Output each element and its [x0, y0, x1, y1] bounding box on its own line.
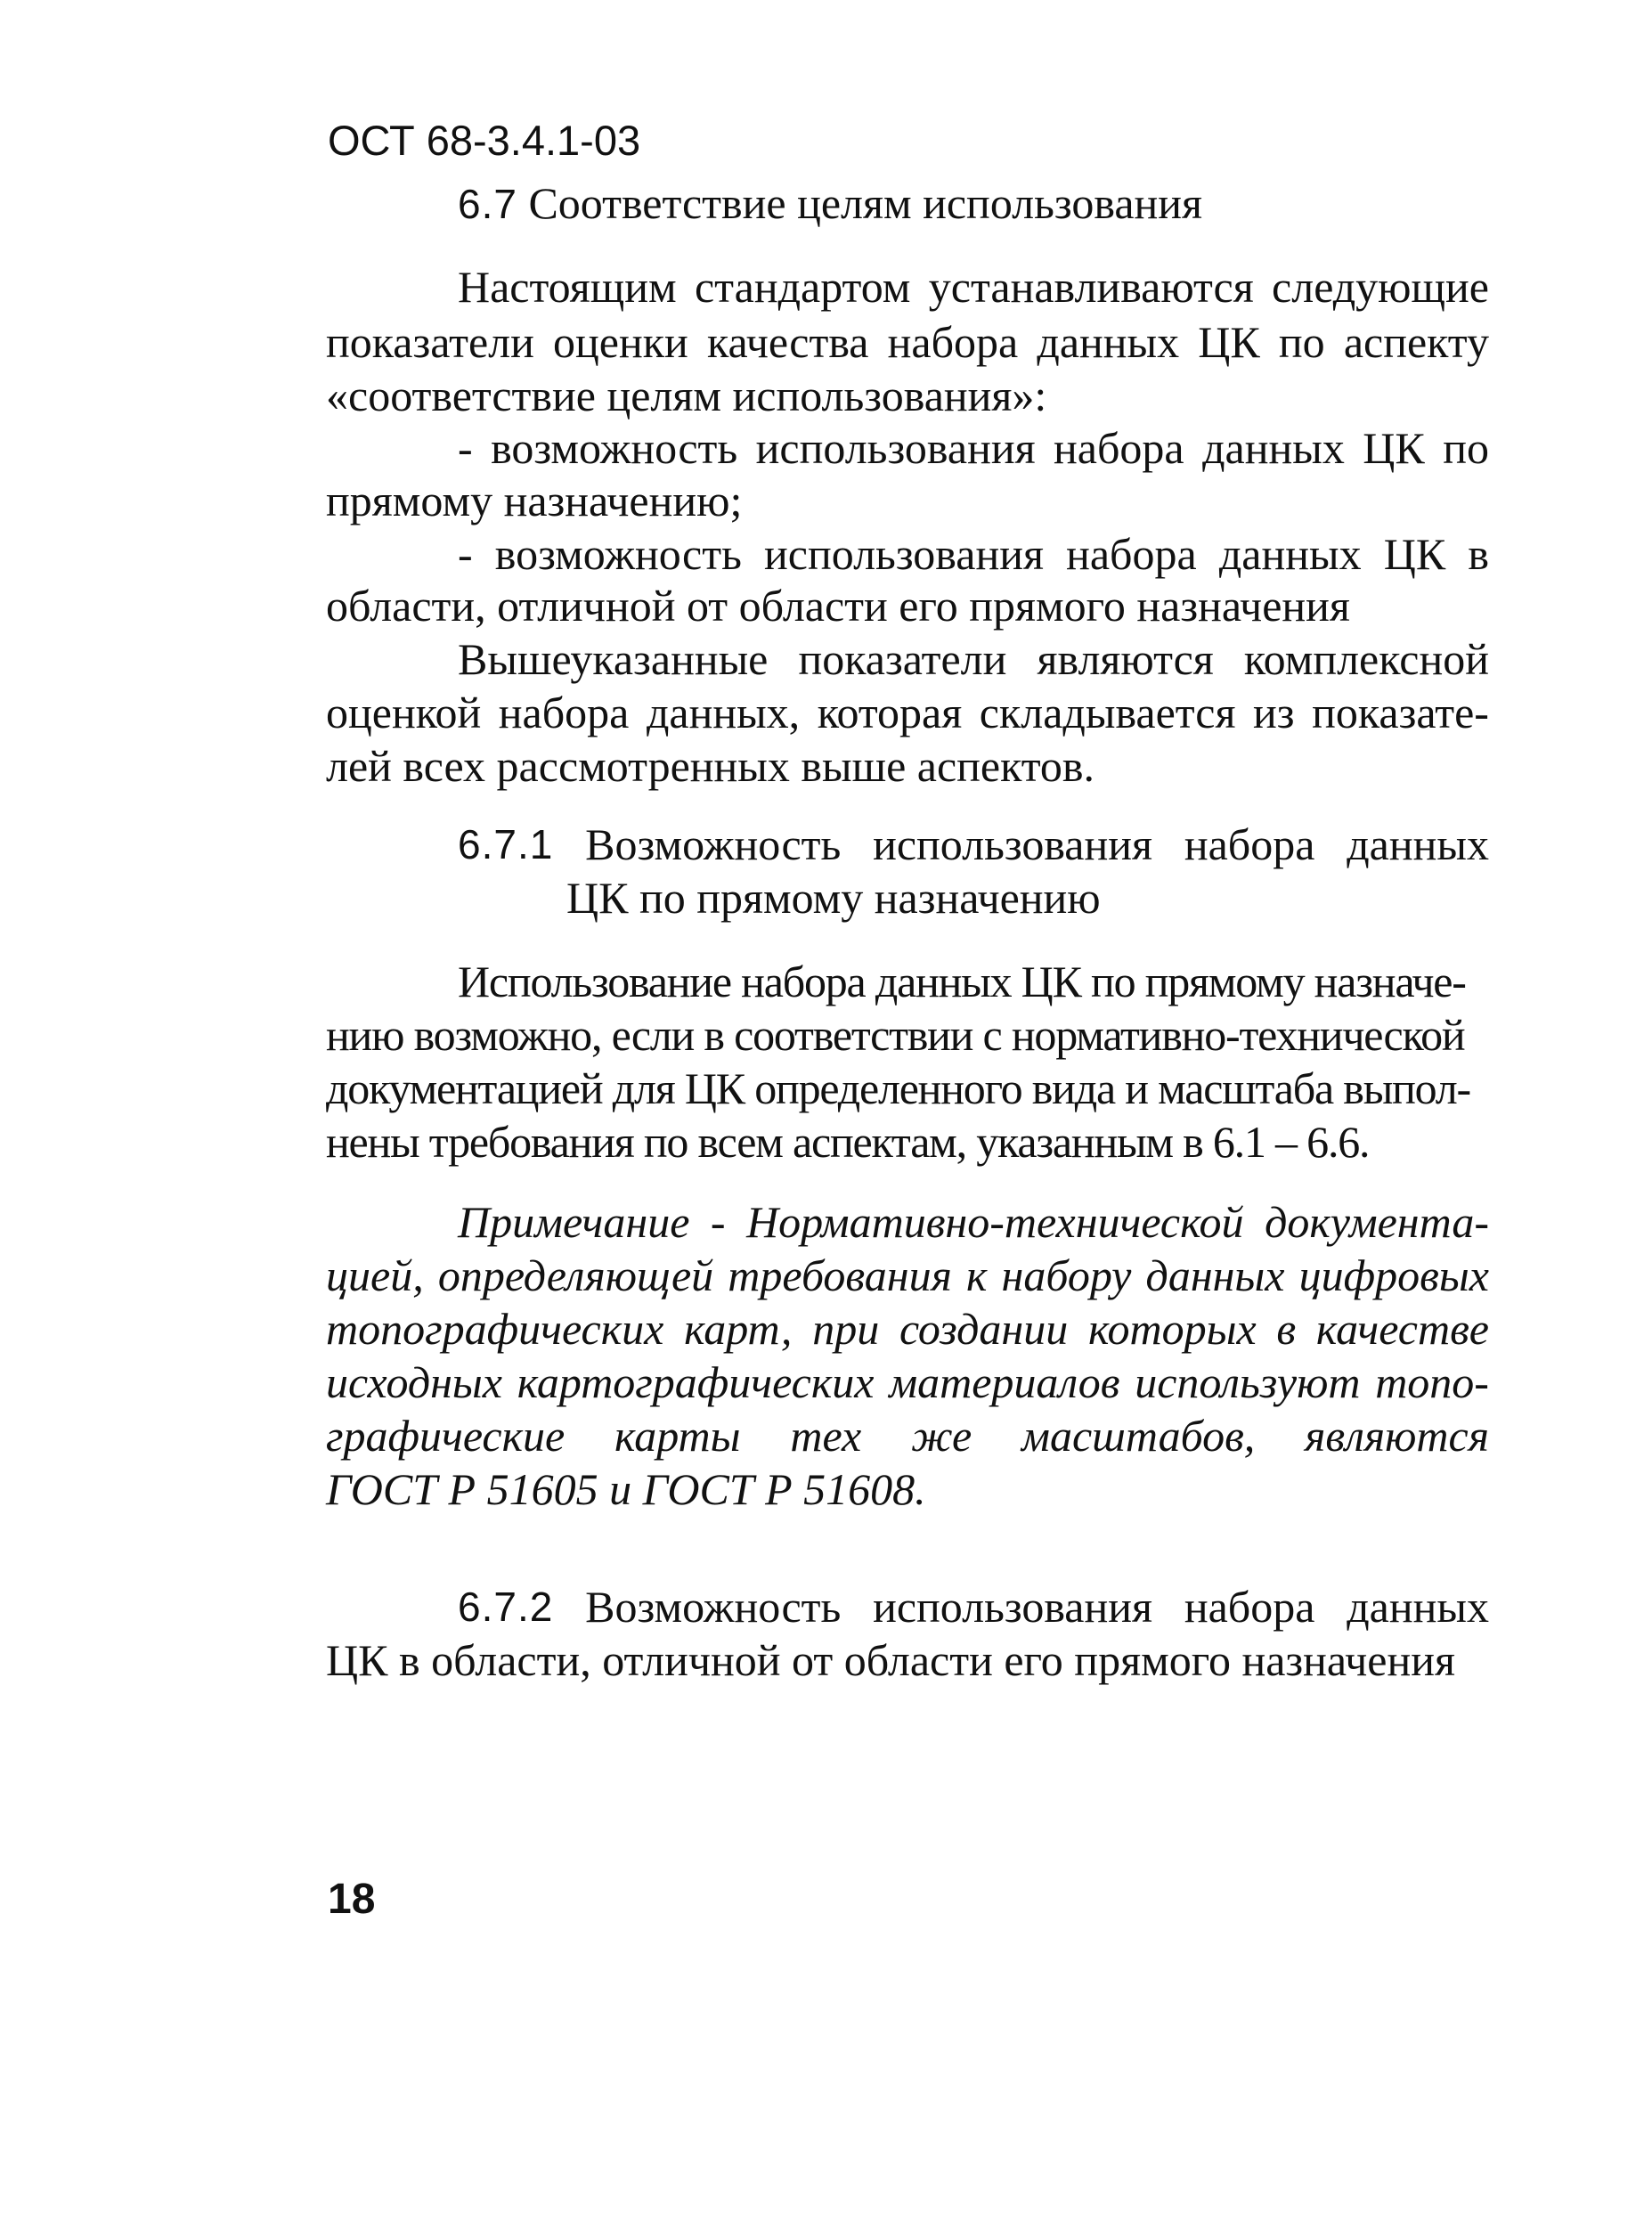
word: карт,: [684, 1304, 793, 1354]
intro-line-3: «соответствие целям использования»:: [326, 371, 1047, 420]
word: качества: [706, 317, 869, 367]
word: набора: [498, 688, 630, 737]
summary-line-1: [458, 632, 1489, 686]
word: ЦК: [1383, 529, 1446, 579]
word: при: [812, 1304, 880, 1354]
section-6-7-2-heading: [458, 1580, 1489, 1633]
section-6-7-heading: [458, 176, 1202, 231]
word: показате-: [1312, 688, 1489, 737]
word: набора: [1184, 1582, 1315, 1632]
word: складывается: [979, 688, 1236, 737]
word: -: [710, 1197, 726, 1247]
bullet-2-line-2: области, отличной от области его прямого назначения: [326, 581, 1350, 631]
word: же: [911, 1411, 972, 1461]
word: Настоящим: [458, 262, 677, 312]
word: комплексной: [1243, 634, 1489, 684]
word: в: [1468, 529, 1489, 579]
word: данных: [1202, 423, 1345, 473]
word: по: [1443, 423, 1489, 473]
word: требования: [728, 1250, 952, 1300]
usage-line-4: нены требования по всем аспектам, указанным в 6.1 – 6.6.: [326, 1117, 1370, 1167]
word: набора: [1066, 529, 1197, 579]
word: данных: [1347, 819, 1489, 869]
section-6-7-1-heading-line-2: ЦК по прямому назначению: [566, 873, 1101, 923]
note-line-6: ГОСТ Р 51605 и ГОСТ Р 51608.: [326, 1464, 926, 1514]
bullet-2-line-1: [458, 527, 1489, 581]
word: показатели: [798, 634, 1007, 684]
word: карты: [614, 1411, 741, 1461]
word: топо-: [1375, 1357, 1489, 1407]
section-title: Соответствие целям использования: [528, 178, 1203, 228]
word: исходных: [326, 1357, 502, 1407]
usage-line-1: Использование набора данных ЦК по прямому назначе-: [458, 957, 1466, 1006]
word: Примечание: [458, 1197, 690, 1247]
word: в: [1276, 1304, 1297, 1354]
document-code: ОСТ 68-3.4.1-03: [328, 117, 641, 164]
section-number: 6.7: [458, 181, 517, 227]
section-number: 6.7.2: [458, 1584, 554, 1630]
word: из: [1253, 688, 1295, 737]
word: материалов: [889, 1357, 1120, 1407]
word: использования: [873, 819, 1153, 869]
word: данных: [1145, 1250, 1285, 1300]
word: используют: [1135, 1357, 1361, 1407]
word: возможность: [494, 529, 742, 579]
section-number: 6.7.1: [458, 821, 554, 867]
word: к: [966, 1250, 988, 1300]
word: набора: [887, 317, 1019, 367]
word: являются: [1037, 634, 1214, 684]
word: которых: [1087, 1304, 1257, 1354]
word: стандартом: [694, 262, 911, 312]
word: являются: [1305, 1411, 1489, 1461]
word: определяющей: [437, 1250, 714, 1300]
word: цией,: [326, 1250, 424, 1300]
word: использования: [764, 529, 1044, 579]
usage-line-2: нию возможно, если в соответствии с нормативно-технической: [326, 1010, 1465, 1060]
word: оценки: [553, 317, 688, 367]
word: использования: [873, 1582, 1153, 1632]
word: использования: [755, 423, 1036, 473]
word: картографических: [517, 1357, 875, 1407]
word: качестве: [1315, 1304, 1489, 1354]
word: ЦК: [1363, 423, 1425, 473]
word: -: [458, 529, 473, 579]
word: набору: [1001, 1250, 1132, 1300]
intro-line-2: [326, 315, 1489, 369]
word: Возможность: [585, 1582, 842, 1632]
word: которая: [817, 688, 963, 737]
note-line-1: [458, 1195, 1489, 1249]
word: цифровых: [1298, 1250, 1489, 1300]
note-line-2: [326, 1249, 1489, 1302]
word: аспекту: [1343, 317, 1489, 367]
word: устанавливаются: [928, 262, 1254, 312]
note-line-5: [326, 1409, 1489, 1462]
note-line-4: [326, 1356, 1489, 1409]
word: графические: [326, 1411, 566, 1461]
word: данных: [1218, 529, 1362, 579]
intro-line-1: [458, 260, 1489, 314]
summary-line-3: лей всех рассмотренных выше аспектов.: [326, 741, 1095, 791]
word: Вышеуказанные: [458, 634, 769, 684]
word: по: [1278, 317, 1325, 367]
usage-line-3: документацией для ЦК определенного вида и масштаба выпол-: [326, 1063, 1470, 1113]
word: тех: [790, 1411, 862, 1461]
word: -: [458, 423, 473, 473]
word: данных: [1037, 317, 1180, 367]
word: следующие: [1272, 262, 1489, 312]
word: создании: [899, 1304, 1069, 1354]
summary-line-2: [326, 686, 1489, 739]
word: масштабов,: [1021, 1411, 1256, 1461]
word: оценкой: [326, 688, 482, 737]
word: Нормативно-технической: [746, 1197, 1244, 1247]
page-number: 18: [328, 1876, 376, 1923]
word: данных,: [646, 688, 801, 737]
word: набора: [1054, 423, 1184, 473]
word: набора: [1184, 819, 1315, 869]
word: топографических: [326, 1304, 664, 1354]
word: данных: [1347, 1582, 1489, 1632]
word: показатели: [326, 317, 534, 367]
word: Возможность: [585, 819, 842, 869]
section-6-7-2-heading-line-2: ЦК в области, отличной от области его прямого назначения: [326, 1635, 1455, 1685]
section-6-7-1-heading: [458, 818, 1489, 871]
word: документа-: [1265, 1197, 1489, 1247]
word: возможность: [491, 423, 738, 473]
bullet-1-line-1: [458, 421, 1489, 475]
word: ЦК: [1198, 317, 1260, 367]
note-line-3: [326, 1302, 1489, 1356]
bullet-1-line-2: прямому назначению;: [326, 476, 743, 525]
